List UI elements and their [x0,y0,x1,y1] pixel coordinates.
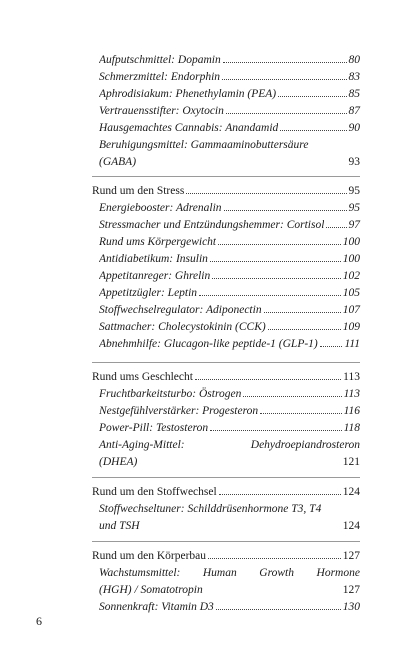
toc-entry-title-line1: Beruhigungsmittel: Gammaaminobuttersäure [99,139,309,151]
leader-dots [186,184,346,194]
toc-entry-page: 130 [342,601,360,613]
toc-entry-page: 97 [348,219,360,231]
toc-entry-title: Sattmacher: Cholecystokinin (CCK) [99,321,266,333]
leader-dots [278,87,346,97]
toc-entry-wrapped [99,565,360,599]
leader-dots [218,235,341,245]
toc-section-heading [92,369,360,386]
toc-entry-title: Nestgefühlverstärker: Progesteron [99,405,259,417]
toc-entry-title-line2: und TSH [99,520,140,532]
toc-entry-page: 109 [342,321,360,333]
toc-entry-title: Abnehmhilfe: Glucagon-like peptide-1 (GLP-1) [99,338,318,350]
page-number: 6 [36,614,42,628]
toc-entry-page: 83 [348,71,360,83]
leader-dots [210,421,341,431]
leader-dots [208,549,341,559]
leader-dots [216,600,341,610]
toc-entry-page: 102 [342,270,360,282]
toc-entry-page: 87 [348,105,360,117]
leader-dots [223,53,347,63]
toc-entry-page: 100 [342,253,360,265]
leader-dots [224,201,347,211]
leader-dots [280,121,346,131]
toc-entry [99,302,360,319]
toc-entry-page: 113 [343,388,360,400]
leader-dots [199,286,341,296]
toc-entry-page: 93 [348,156,360,168]
toc-entry [99,336,360,353]
toc-entry-wrapped [99,437,360,471]
toc-entry-title: Schmerzmittel: Endorphin [99,71,221,83]
toc-entry [99,234,360,251]
toc-entry [99,403,360,420]
toc-entry-page: 116 [343,405,360,417]
section-divider [92,541,360,542]
toc-entry-page: 90 [348,122,360,134]
toc-entry [99,285,360,302]
toc-entry-page: 121 [342,456,360,468]
toc-entry [99,217,360,234]
section-divider [92,176,360,177]
section-title: Rund um den Körperbau [92,550,207,562]
section-page: 127 [342,550,360,562]
toc-entry-page: 85 [348,88,360,100]
toc-entry-page: 124 [342,520,360,532]
toc-entry [99,52,360,69]
toc-entry-title: Power-Pill: Testosteron [99,422,209,434]
toc-section-heading [92,484,360,501]
section-page: 95 [348,185,360,197]
toc-entry-page: 100 [342,236,360,248]
toc-entry-title: Appetitanreger: Ghrelin [99,270,211,282]
toc-entry [99,599,360,616]
toc-entry [99,251,360,268]
toc-entry-page: 107 [342,304,360,316]
toc-entry [99,386,360,403]
toc-entry [99,420,360,437]
section-title: Rund um den Stoffwechsel [92,486,217,498]
toc-entry-title: Antidiabetikum: Insulin [99,253,208,265]
toc-entry-title-part: Dehydroepiandrosteron [250,439,360,451]
leader-dots [243,387,341,397]
toc-entry-title: Fruchtbarkeitsturbo: Östrogen [99,388,242,400]
toc-entry-title-part: Human [202,567,237,579]
section-title: Rund um den Stress [92,185,185,197]
leader-dots [222,70,346,80]
leader-dots [326,218,346,228]
toc-entry-title: Appetitzügler: Leptin [99,287,198,299]
leader-dots [219,485,341,495]
leader-dots [264,303,341,313]
toc-entry-wrapped [99,137,360,171]
leader-dots [212,269,341,279]
toc-entry-title: Vertrauensstifter: Oxytocin [99,105,224,117]
toc-section-heading [92,183,360,200]
toc-entry-title: Hausgemachtes Cannabis: Anandamid [99,122,279,134]
toc-entry-page: 111 [344,338,360,350]
toc-entry-title-part: Hormone [316,567,360,579]
toc-entry-title: Energiebooster: Adrenalin [99,202,222,214]
leader-dots [268,320,341,330]
toc-entry [99,69,360,86]
toc-entry-title-part: Anti-Aging-Mittel: [99,439,185,451]
toc-entry-title: Aphrodisiakum: Phenethylamin (PEA) [99,88,277,100]
toc-entry-wrapped [99,501,360,535]
toc-section-heading [92,548,360,565]
toc-entry-title: Aufputschmittel: Dopamin [99,54,221,66]
toc-entry-title: Sonnenkraft: Vitamin D3 [99,601,214,613]
leader-dots [320,337,343,347]
toc-entry-title-line2: (DHEA) [99,456,138,468]
toc-entry [99,103,360,120]
toc-entry-page: 118 [343,422,360,434]
toc-entry [99,86,360,103]
toc-entry [99,268,360,285]
toc-entry-title: Stoffwechselregulator: Adiponectin [99,304,262,316]
leader-dots [210,252,341,262]
toc-entry-page: 80 [348,54,360,66]
toc-entry-title: Rund ums Körpergewicht [99,236,217,248]
leader-dots [260,404,341,414]
toc-entry-title-line1: Stoffwechseltuner: Schilddrüsenhormone T3, T4 [99,503,322,515]
section-divider [92,362,360,363]
section-divider [92,477,360,478]
toc-entry [99,200,360,217]
section-page: 113 [343,371,360,383]
toc-entry-page: 127 [342,584,360,596]
toc-entry-title-line2: (GABA) [99,156,137,168]
toc-entry [99,120,360,137]
toc-entry-title-part: Wachstumsmittel: [99,567,181,579]
toc-entry-page: 105 [342,287,360,299]
toc-entry [99,319,360,336]
toc-entry-title: Stressmacher und Entzündungshemmer: Cortisol [99,219,325,231]
leader-dots [226,104,347,114]
toc-entry-title-part: Growth [259,567,294,579]
section-page: 124 [342,486,360,498]
toc-entry-page: 95 [348,202,360,214]
section-title: Rund ums Geschlecht [92,371,193,383]
leader-dots [195,370,341,380]
toc-entry-title-line2: (HGH) / Somatotropin [99,584,203,596]
